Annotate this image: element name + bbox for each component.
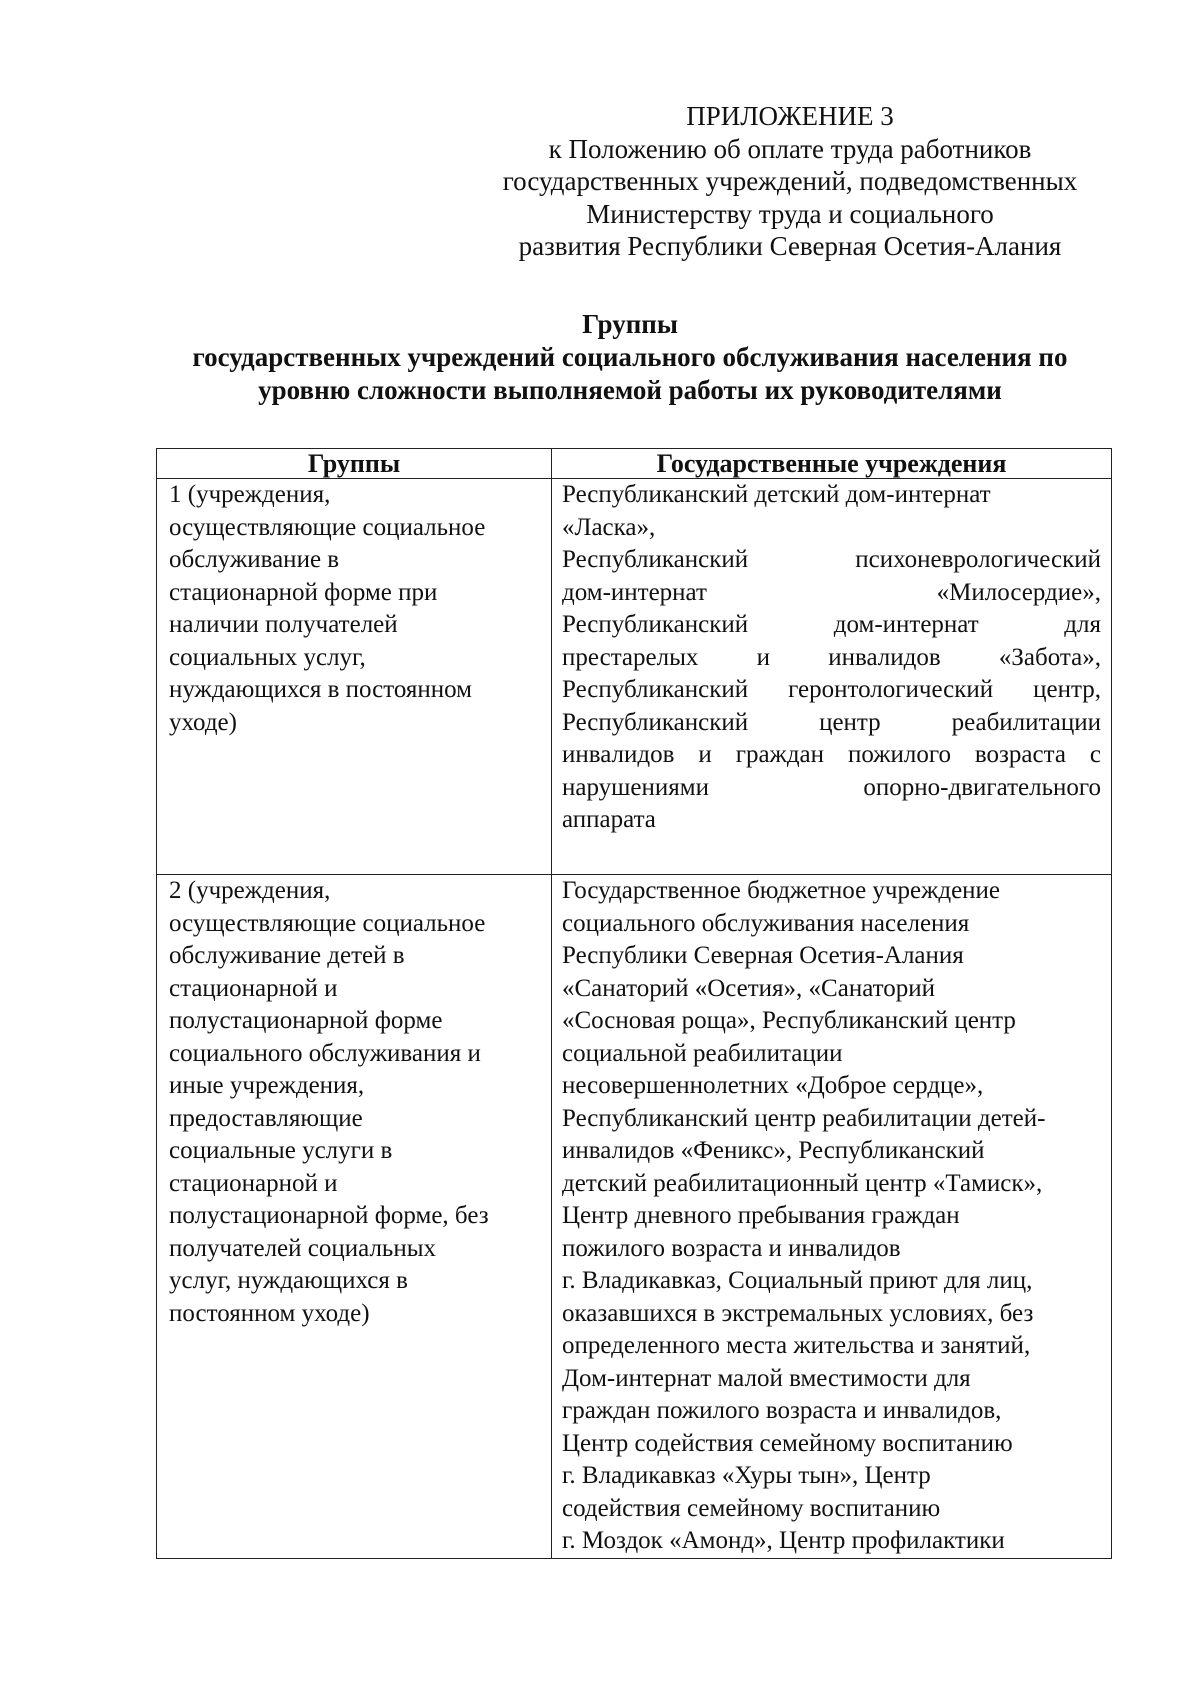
appendix-header — [470, 100, 1110, 263]
header-institutions: Государственные учреждения — [552, 449, 1112, 479]
cell-line: полустационарной форме, без — [169, 1202, 489, 1229]
appendix-line: Министерству труда и социального — [586, 198, 994, 229]
cell-line: социального обслуживания и — [169, 1039, 481, 1067]
institutions-cell — [552, 479, 1112, 875]
cell-line: дом-интернат «Милосердие», — [562, 578, 1101, 606]
cell-line: Центр дневного пребывания граждан — [562, 1202, 960, 1229]
cell-line: социальной реабилитации — [562, 1039, 843, 1067]
cell-line: Дом-интернат малой вместимости для — [562, 1364, 971, 1392]
heading-line: уровню сложности выполняемой работы их руководителями — [258, 375, 1002, 405]
cell-line: Центр содействия семейному воспитанию — [562, 1429, 1013, 1457]
cell-line: наличии получателей — [169, 611, 398, 638]
cell-line: г. Владикавказ «Хуры тын», Центр — [562, 1462, 931, 1489]
table-header-row — [157, 449, 1112, 479]
cell-line: «Санаторий «Осетия», «Санаторий — [562, 974, 936, 1002]
cell-line: предоставляющие — [169, 1104, 363, 1132]
cell-line: обслуживание в — [169, 546, 340, 573]
institutions-cell — [552, 875, 1112, 1559]
appendix-line: к Положению об оплате труда работников — [548, 133, 1032, 164]
appendix-line: развития Республики Северная Осетия-Алания — [518, 231, 1062, 261]
cell-line: Республиканский детский дом-интернат — [562, 481, 991, 508]
cell-line: Республиканский дом-интернат для — [562, 611, 1101, 638]
cell-line: Республиканский центр реабилитации — [562, 708, 1101, 736]
table-row — [157, 479, 1112, 875]
cell-line: Государственное бюджетное учреждение — [562, 877, 1001, 904]
cell-line: определенного места жительства и занятий, — [562, 1332, 1031, 1359]
cell-line: осуществляющие социальное — [169, 909, 486, 937]
cell-line: Республиканский центр реабилитации детей- — [562, 1104, 1046, 1132]
group-cell — [157, 479, 552, 875]
cell-line: стационарной и — [169, 974, 338, 1002]
cell-line: иные учреждения, — [169, 1072, 365, 1099]
groups-table — [156, 448, 1112, 1559]
cell-line: аппарата — [562, 806, 656, 833]
cell-line: содействия семейному воспитанию — [562, 1494, 941, 1522]
cell-line: нуждающихся в постоянном — [169, 676, 472, 703]
cell-line: обслуживание детей в — [169, 942, 405, 969]
cell-line: стационарной форме при — [169, 578, 438, 606]
heading-line: государственных учреждений социального обслуживания населения по — [192, 342, 1068, 372]
table-row — [157, 875, 1112, 1559]
cell-line: 2 (учреждения, — [169, 877, 331, 904]
cell-line: оказавшихся в экстремальных условиях, без — [562, 1299, 1034, 1327]
appendix-title: ПРИЛОЖЕНИЕ 3 — [686, 101, 894, 131]
cell-line: Республиканский психоневрологический — [562, 546, 1101, 573]
cell-line: социальные услуги в — [169, 1137, 393, 1164]
cell-line: престарелых и инвалидов «Забота», — [562, 643, 1101, 671]
cell-line: получателей социальных — [169, 1234, 436, 1262]
cell-line: пожилого возраста и инвалидов — [562, 1234, 901, 1262]
cell-line: инвалидов и граждан пожилого возраста с — [562, 741, 1101, 768]
cell-line: нарушениями опорно-двигательного — [562, 773, 1101, 801]
cell-line: социальных услуг, — [169, 643, 366, 671]
group-cell — [157, 875, 552, 1559]
cell-line: социального обслуживания населения — [562, 909, 970, 937]
cell-line: уходе) — [169, 708, 237, 736]
cell-line: граждан пожилого возраста и инвалидов, — [562, 1397, 1002, 1424]
cell-line: осуществляющие социальное — [169, 513, 486, 541]
document-heading — [150, 308, 1110, 407]
cell-line: стационарной и — [169, 1169, 338, 1197]
cell-line: инвалидов «Феникс», Республиканский — [562, 1137, 985, 1164]
heading-line: Группы — [582, 309, 678, 339]
cell-line: «Ласка», — [562, 513, 656, 541]
cell-line: несовершеннолетних «Доброе сердце», — [562, 1072, 984, 1099]
cell-line: «Сосновая роща», Республиканский центр — [562, 1007, 1016, 1034]
cell-line: 1 (учреждения, — [169, 481, 331, 508]
cell-line: Республиканский геронтологический центр, — [562, 676, 1101, 703]
cell-line: детский реабилитационный центр «Тамиск», — [562, 1169, 1043, 1197]
cell-line: полустационарной форме — [169, 1007, 443, 1034]
cell-line: г. Моздок «Амонд», Центр профилактики — [562, 1527, 1005, 1554]
appendix-line: государственных учреждений, подведомственных — [502, 166, 1078, 196]
cell-line: услуг, нуждающихся в — [169, 1267, 408, 1294]
cell-line: Республики Северная Осетия-Алания — [562, 942, 964, 969]
cell-line: г. Владикавказ, Социальный приют для лиц, — [562, 1267, 1033, 1294]
header-groups: Группы — [157, 449, 552, 479]
cell-line: постоянном уходе) — [169, 1299, 370, 1327]
